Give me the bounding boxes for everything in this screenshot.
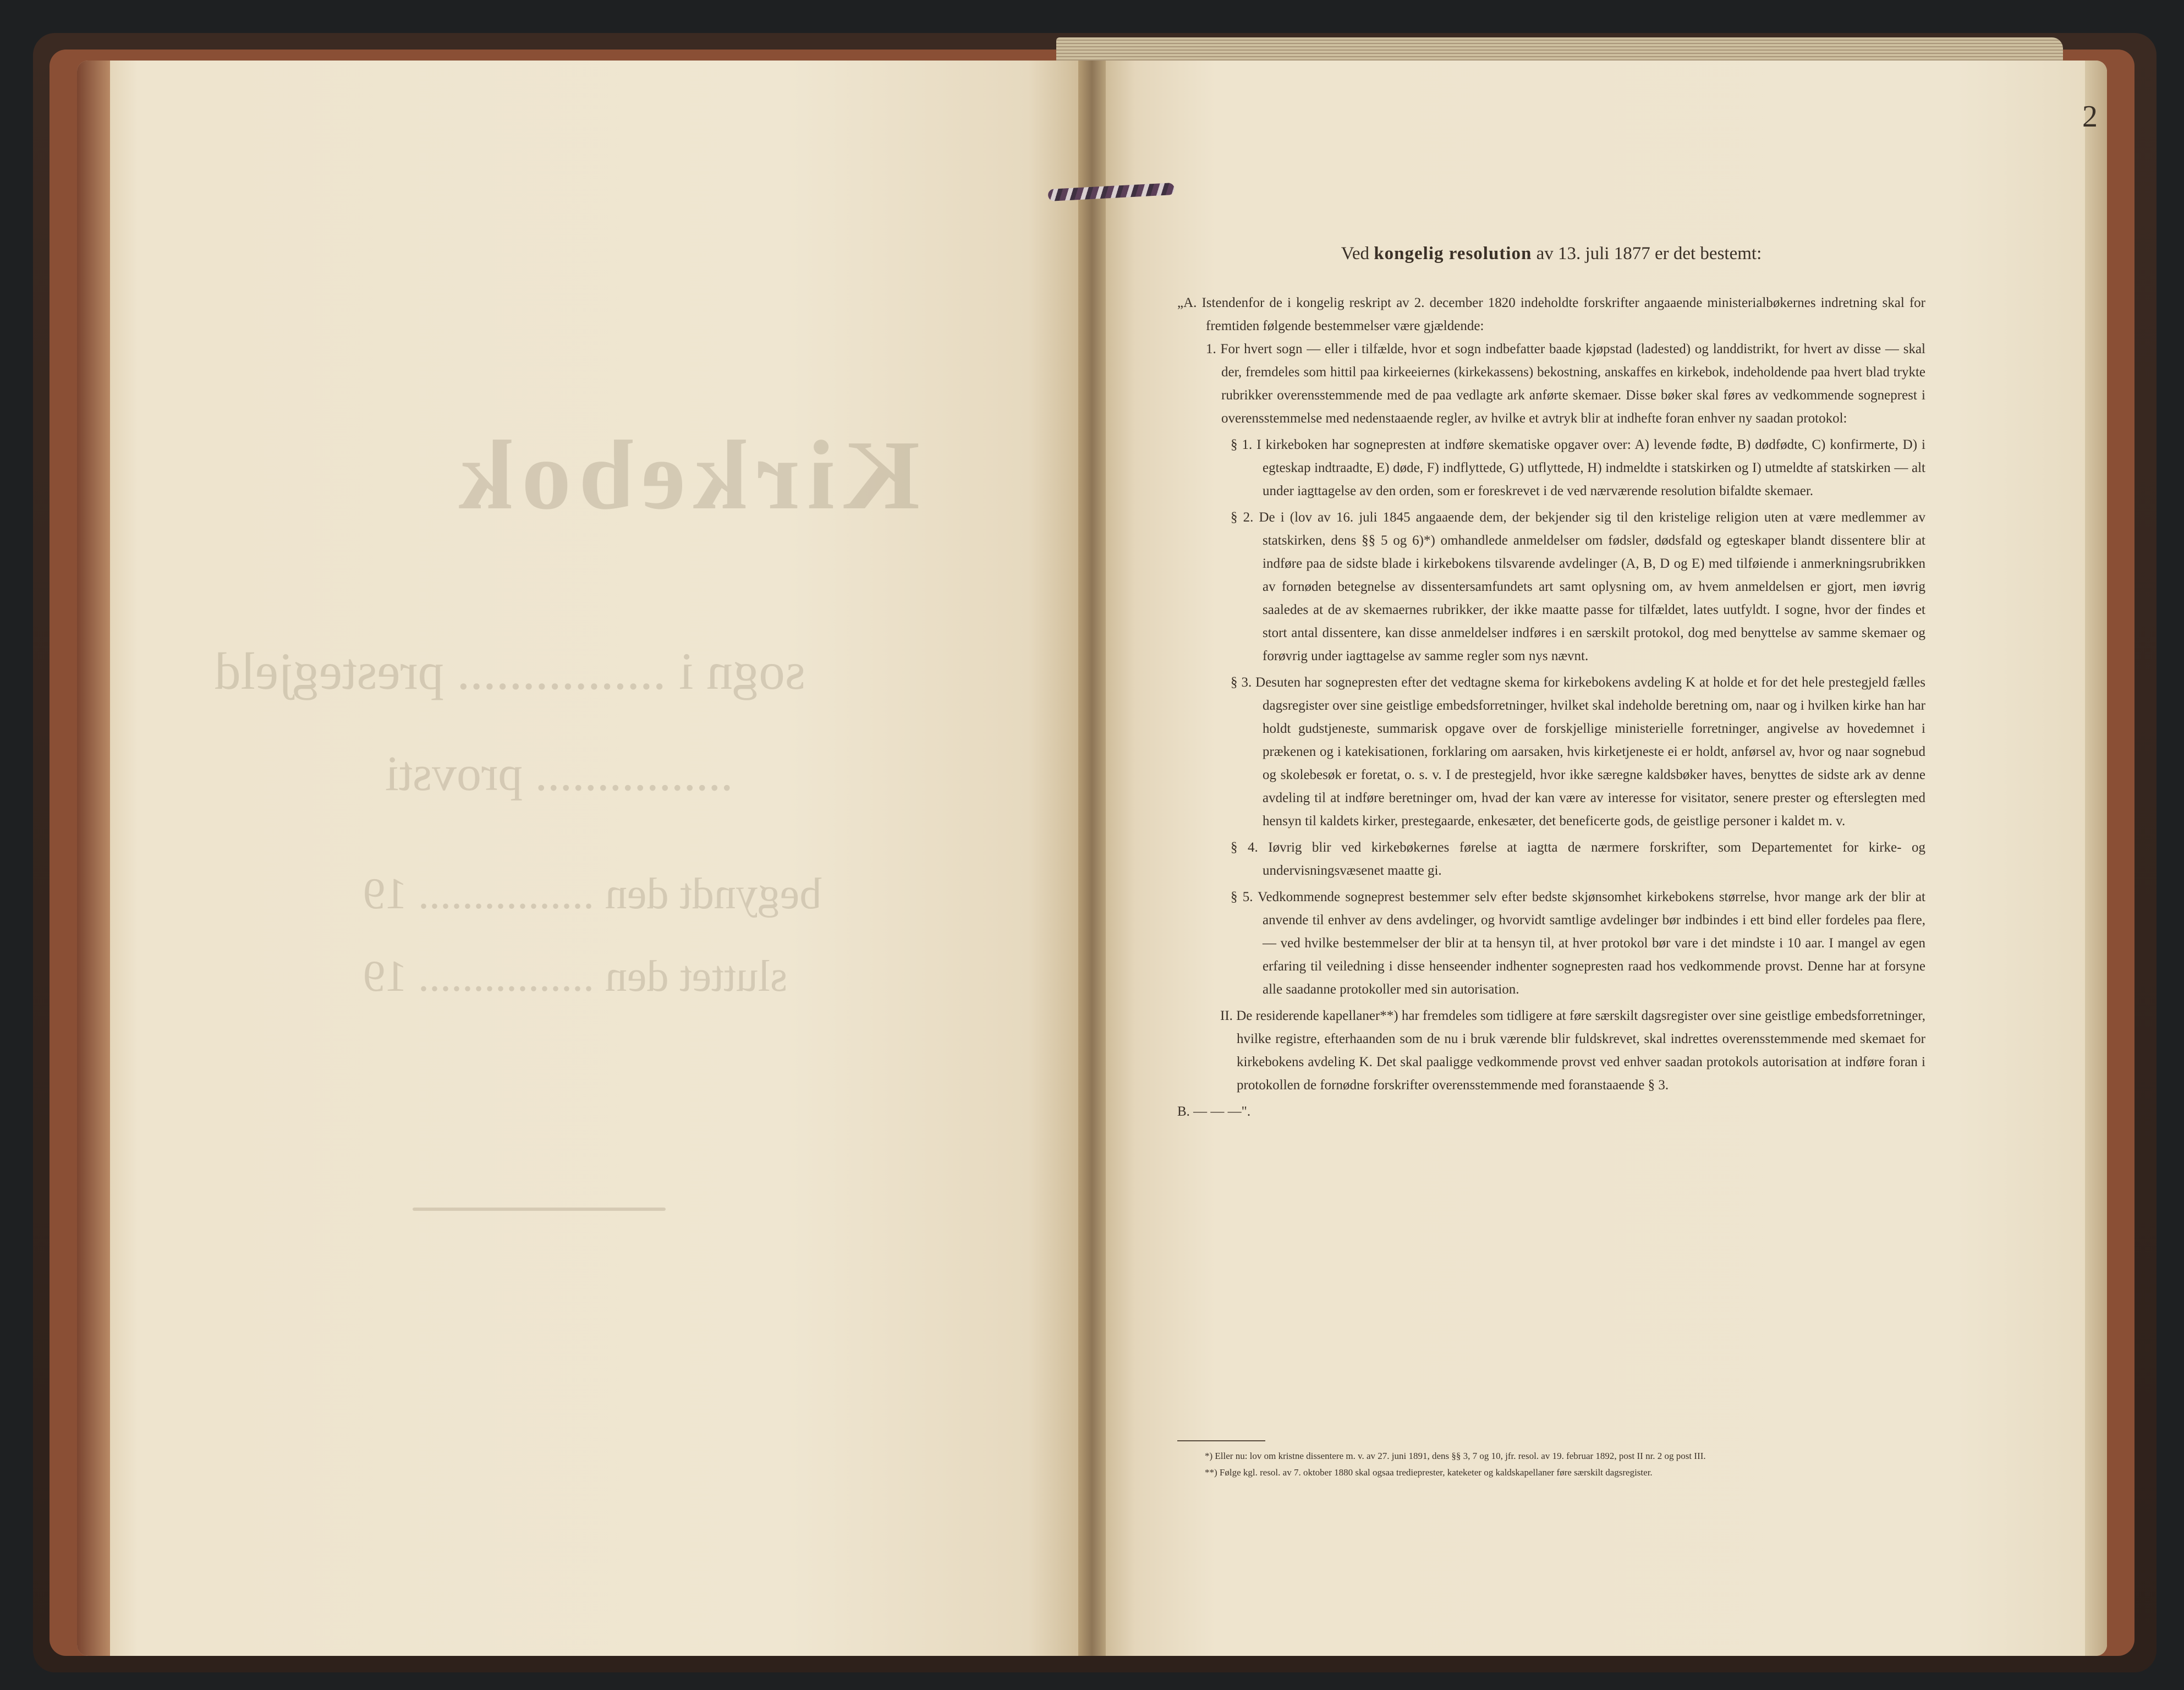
book-gutter [1078,61,1106,1656]
footnote-2: **) Følge kgl. resol. av 7. oktober 1880 skal ogsaa tredieprester, kateketer og kaldskapellaner føre særskilt dagsregister. [1205,1467,1653,1478]
right-page-edge [2085,61,2107,1656]
left-page-line-4: sluttet den ................ 19 [363,952,788,1001]
document-heading: Ved kongelig resolution av 13. juli 1877 er det bestemt: [1341,244,1762,264]
item-1: 1. For hvert sogn — eller i tilfælde, hvor et sogn indbefatter baade kjøpstad (ladested) og landdistrikt, for hvert av disse — skal der, fremdeles som hittil paa kirkeeiernes (kirkekassens) bekostning, anskaffes en kirkebok, indeholdende paa hvert blad trykte rubrikker overensstemmende med de paa vedlagte ark anførte skemaer. Disse bøker skal føres av vedkommende sogneprest i overensstemmelse med nedenstaaende regler, av hvilke et avtryk blir at indhefte foran enhver ny saadan protokol: [1206,342,1925,426]
item-ii: II. De residerende kapellaner**) har fremdeles som tidligere at føre særskilt dagsregister over sine geistlige embedsforretninger, hvilke registre, efterhaanden som de nu i bruk værende blir fuldskrevet, skal indrettes overensstemmende med skemaet for kirkebokens avdeling K. Det skal paaligge vedkommende provst ved enhver saadan protokols autorisation at indføre foran i protokollen de fornødne forskrifter overensstemmende med foranstaaende § 3. [1220,1008,1925,1093]
section-a-lead: „A. Istendenfor de i kongelig reskript av 2. december 1820 indeholdte forskrifter angaaende ministerialbøkernes indretning skal for fremtiden følgende bestemmelser være gjældende: [1177,295,1925,333]
paragraph-5: § 5. Vedkommende sogneprest bestemmer selv efter bedste skjønsomhet kirkebokens størrelse, hvor mange ark der blir at anvende til enhver av dens avdelinger, og hvorvidt samtlige avdelinger bør indbindes i ett bind eller fordeles paa flere, — ved hvilke bestemmelser der blir at ta hensyn til, at hver protokol bør vare i det mindste i 10 aar. I mangel av egen erfaring til veiledning i disse henseender indhenter sognepresten raad hos vedkommende provst. Denne har at forsyne alle saadanne protokoller med sin autorisation. [1231,890,1925,997]
paragraph-2: § 2. De i (lov av 16. juli 1845 angaaende dem, der bekjender sig til den kristelige religion uten at være medlemmer av statskirken, dens §§ 5 og 6)*) omhandlede anmeldelser om fødsler, dødsfald og egteskaper blandt dissentere blir at indføre paa de sidste blade i kirkebokens tilsvarende avdelinger (A, B, D og E) med tilføiende i anmerkningsrubrikken av fornøden betegnelse av dissentersamfundets art samt oplysning om, av hvem anmeldelsen er gjort, men iøvrig saaledes at de av skemaernes rubrikker, der ikke maatte passe for tilfældet, lates uutfyldt. I sogne, hvor der findes et stort antal dissentere, kan disse anmeldelser indføres i en særskilt protokol, dog med benyttelse av samme skemaer og forøvrig under iagttagelse av samme regler som nys nævnt. [1231,510,1925,663]
closing-mark: B. — — —". [1177,1104,1251,1119]
paragraph-3: § 3. Desuten har sognepresten efter det vedtagne skema for kirkebokens avdeling K at holde et for det hele prestegjeld fælles dagsregister over sine geistlige embedsforretninger, hvilket skal indeholde beretning om, naar og i hvilken kirke han har holdt gudstjeneste, summarisk opgave over de forskjellige ministerielle forretninger, angivelse av hovedemnet i prækenen og i katekisationen, forklaring om aarsaken, hvis kirketjeneste ei er holdt, anførsel av, hvor og naar sognebud og skolebesøk er foretat, o. s. v. I de prestegjeld, hvor ikke særegne kaldsbøker haves, benyttes de sidste ark av denne avdeling til at indføre beretninger om, hvad der kan være av interesse for visitator, senere prester og efterslegten med hensyn til kaldets kirker, prestegaarde, enkesæter, det beneficerte gods, de geistlige personer i kaldet m. v. [1231,675,1925,828]
footnotes [1205,1450,1925,1483]
paragraph-1: § 1. I kirkeboken har sognepresten at indføre skematiske opgaver over: A) levende fødte, B) dødfødte, C) konfirmerte, D) i egteskap indtraadte, E) døde, F) indflyttede, G) utflyttede, H) indmeldte i statskirken og I) utmeldte af statskirken — alt under iagttagelse av den orden, som er foreskrevet i de ved nærværende resolution bifaldte skemaer. [1231,437,1925,498]
footnote-1: *) Eller nu: lov om kristne dissentere m. v. av 27. juni 1891, dens §§ 3, 7 og 10, jfr. resol. av 19. februar 1892, post II nr. 2 og post III. [1205,1451,1706,1461]
left-page-line-3: begyndt den ................ 19 [363,870,822,918]
paragraph-4: § 4. Iøvrig blir ved kirkebøkernes førelse at iagtta de nærmere forskrifter, som Departementet for kirke- og undervisningsvæsenet maatte gi. [1231,840,1925,878]
heading-bold: kongelig resolution [1374,244,1532,264]
page-number: 2 [2082,100,2098,134]
left-page-line-2: ................ provsti [385,747,733,801]
left-page-line-1: sogn i ................ prestegjeld [215,642,805,700]
footnote-rule [1177,1440,1265,1441]
resolution-text [1177,242,1925,1123]
left-page-title-bleedthrough: Kirkebok [451,420,920,530]
page-edges [1056,37,2063,61]
left-page [77,61,1089,1656]
left-page-edge [77,61,110,1656]
bleedthrough-rule [413,1208,666,1211]
